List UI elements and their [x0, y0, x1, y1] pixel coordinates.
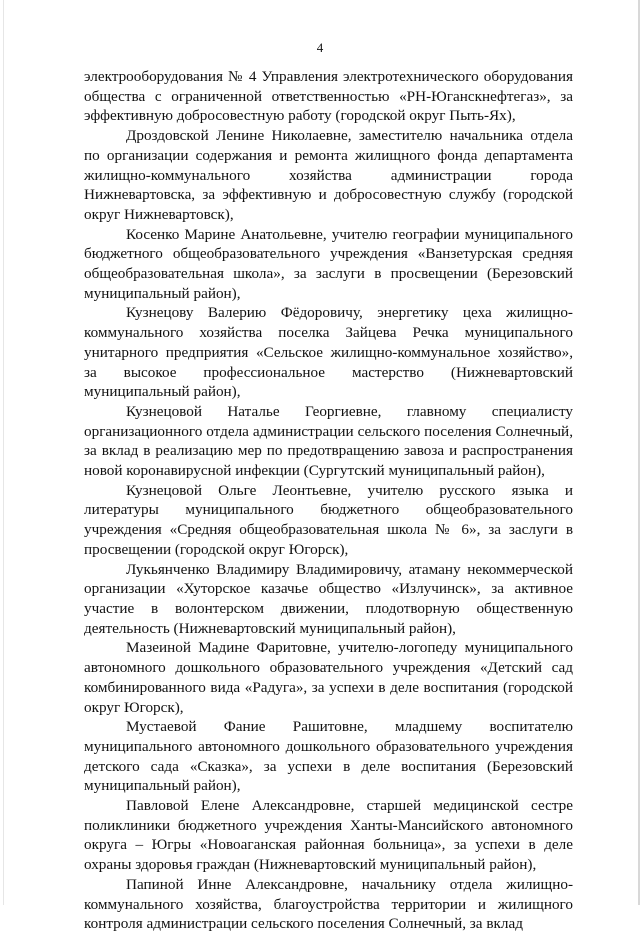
paragraph: Папиной Инне Александровне, начальнику отдела жилищно-коммунального хозяйства, благоустройства территории и жилищного контроля администрации сельского поселения Солнечный, за вклад [84, 875, 573, 933]
paragraph: Мазеиной Мадине Фаритовне, учителю-логопеду муниципального автономного дошкольного образовательного учреждения «Детский сад комбинированного вида «Радуга», за успехи в деле воспитания (городской округ Югорск), [84, 639, 573, 716]
paragraph: Кузнецовой Ольге Леонтьевне, учителю русского языка и литературы муниципального бюджетного общеобразовательного учреждения «Средняя общеобразовательная школа № 6», за заслуги в просвещении (городской округ Югорск), [84, 481, 573, 558]
paragraph: Косенко Марине Анатольевне, учителю географии муниципального бюджетного общеобразовательного учреждения «Ванзетурская средняя общеобразовательная школа», за заслуги в просвещении (Березовский муниципальный район), [84, 225, 573, 302]
paragraph: Мустаевой Фание Рашитовне, младшему воспитателю муниципального автономного дошкольного образовательного учреждения детского сада «Сказка», за успехи в деле воспитания (Березовский муниципальный район), [84, 718, 573, 795]
paragraph: электрооборудования № 4 Управления электротехнического оборудования общества с ограниченной ответственностью «РН-Юганскнефтегаз», за эффективную добросовестную работу (городской округ Пыть-Ях), [84, 68, 573, 125]
paragraph: Кузнецовой Наталье Георгиевне, главному специалисту организационного отдела администрации сельского поселения Солнечный, за вклад в реализацию мер по предотвращению завоза и распространения новой коронавирусной инфекции (Сургутский муниципальный район), [84, 402, 573, 480]
paragraph: Кузнецову Валерию Фёдоровичу, энергетику цеха жилищно-коммунального хозяйства поселка Зайцева Речка муниципального унитарного предприятия «Сельское жилищно-коммунальное хозяйство», за высокое профессиональное мастерство (Нижневартовский муниципальный район), [84, 304, 573, 401]
paragraph: Дроздовской Ленине Николаевне, заместителю начальника отдела по организации содержания и ремонта жилищного фонда департамента жилищно-коммунального хозяйства администрации города Нижневартовска, за эффективную и добросовестную службу (городской округ Нижневартовск), [84, 127, 573, 223]
scan-edge-left [3, 0, 4, 905]
page-number: 4 [316, 40, 324, 55]
paragraph: Лукьянченко Владимиру Владимировичу, атаману некоммерческой организации «Хуторское казачье общество «Излучинск», за активное участие в волонтерском движении, плодотворную общественную деятельность (Нижневартовский муниципальный район), [84, 560, 573, 637]
paragraph: Павловой Елене Александровне, старшей медицинской сестре поликлиники бюджетного учреждения Ханты-Мансийского автономного округа – Югры «Новоаганская районная больница», за успехи в деле охраны здоровья граждан (Нижневартовский муниципальный район), [84, 797, 573, 874]
document-body [84, 67, 573, 934]
